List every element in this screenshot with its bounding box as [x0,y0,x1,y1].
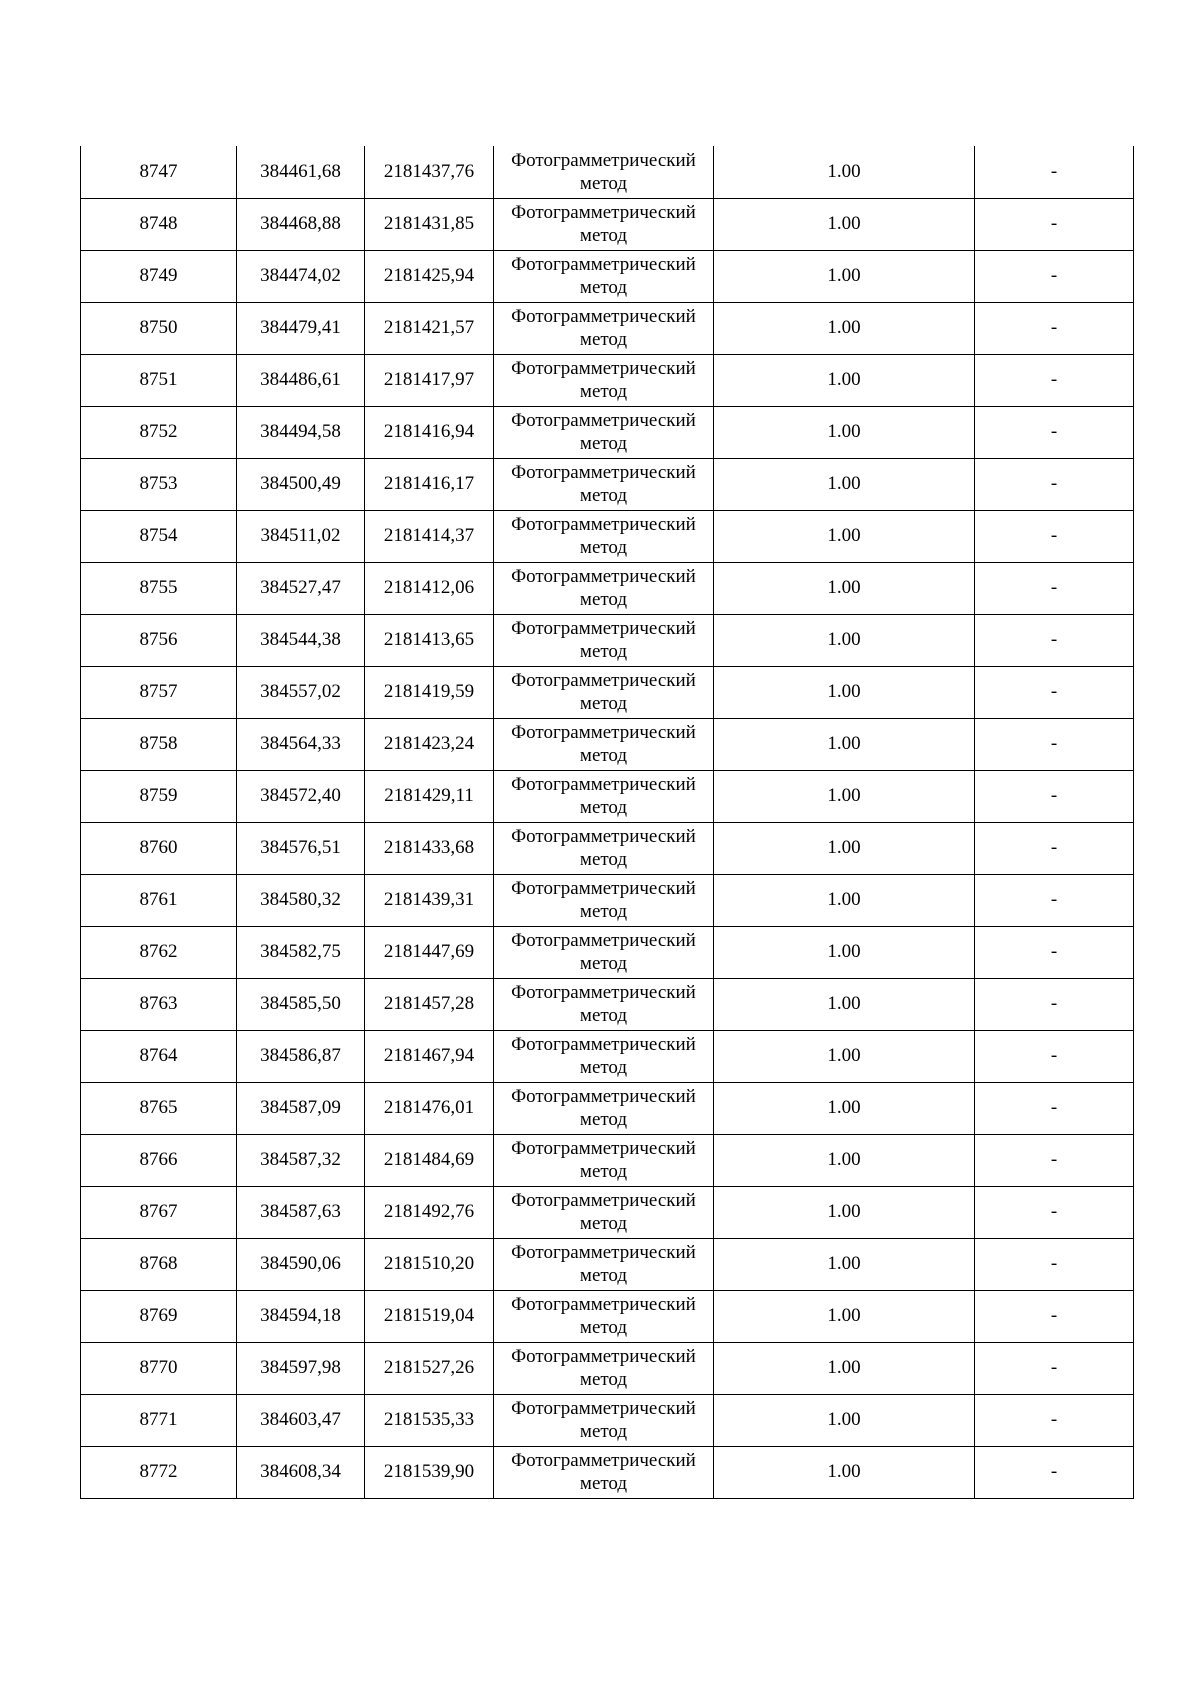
note-cell: - [975,406,1134,458]
method-line-2: метод [579,485,628,506]
point-number-cell: 8770 [81,1342,237,1394]
y-coordinate-cell: 2181467,94 [365,1030,494,1082]
x-coordinate-cell: 384486,61 [237,354,365,406]
method-cell [494,1238,714,1290]
table-row [81,1186,1134,1238]
x-coordinate-cell: 384572,40 [237,770,365,822]
table-row [81,198,1134,250]
method-line-1: Фотограмметрический [511,1138,696,1159]
method-line-1: Фотограмметрический [511,1242,696,1263]
note-cell: - [975,1030,1134,1082]
method-cell [494,1030,714,1082]
method-line-1: Фотограмметрический [511,514,696,535]
method-cell [494,718,714,770]
accuracy-cell: 1.00 [714,822,975,874]
method-line-1: Фотограмметрический [511,618,696,639]
y-coordinate-cell: 2181431,85 [365,198,494,250]
method-cell [494,406,714,458]
method-line-1: Фотограмметрический [511,722,696,743]
note-cell: - [975,1134,1134,1186]
y-coordinate-cell: 2181527,26 [365,1342,494,1394]
point-number-cell: 8765 [81,1082,237,1134]
note-cell: - [975,666,1134,718]
note-cell: - [975,978,1134,1030]
method-cell [494,770,714,822]
x-coordinate-cell: 384557,02 [237,666,365,718]
point-number-cell: 8768 [81,1238,237,1290]
point-number-cell: 8757 [81,666,237,718]
note-cell: - [975,458,1134,510]
x-coordinate-cell: 384479,41 [237,302,365,354]
y-coordinate-cell: 2181412,06 [365,562,494,614]
y-coordinate-cell: 2181417,97 [365,354,494,406]
y-coordinate-cell: 2181413,65 [365,614,494,666]
method-line-2: метод [579,381,628,402]
y-coordinate-cell: 2181425,94 [365,250,494,302]
y-coordinate-cell: 2181416,17 [365,458,494,510]
y-coordinate-cell: 2181484,69 [365,1134,494,1186]
method-line-1: Фотограмметрический [511,1190,696,1211]
method-cell [494,926,714,978]
accuracy-cell: 1.00 [714,1134,975,1186]
table-row [81,458,1134,510]
note-cell: - [975,1186,1134,1238]
method-line-2: метод [579,1317,628,1338]
method-line-2: метод [579,225,628,246]
point-number-cell: 8760 [81,822,237,874]
note-cell: - [975,822,1134,874]
table-row [81,146,1134,198]
note-cell: - [975,354,1134,406]
point-number-cell: 8751 [81,354,237,406]
method-line-2: метод [579,1421,628,1442]
x-coordinate-cell: 384576,51 [237,822,365,874]
y-coordinate-cell: 2181476,01 [365,1082,494,1134]
x-coordinate-cell: 384580,32 [237,874,365,926]
method-cell [494,666,714,718]
y-coordinate-cell: 2181539,90 [365,1446,494,1498]
accuracy-cell: 1.00 [714,1446,975,1498]
accuracy-cell: 1.00 [714,1030,975,1082]
method-line-2: метод [579,797,628,818]
method-line-2: метод [579,172,628,194]
method-line-1: Фотограмметрический [511,306,696,327]
table-row [81,770,1134,822]
point-number-cell: 8759 [81,770,237,822]
method-line-2: метод [579,1005,628,1026]
point-number-cell: 8769 [81,1290,237,1342]
x-coordinate-cell: 384500,49 [237,458,365,510]
accuracy-cell: 1.00 [714,718,975,770]
accuracy-cell: 1.00 [714,250,975,302]
method-line-2: метод [579,849,628,870]
y-coordinate-cell: 2181419,59 [365,666,494,718]
method-line-2: метод [579,693,628,714]
method-line-1: Фотограмметрический [511,1398,696,1419]
x-coordinate-cell: 384587,32 [237,1134,365,1186]
x-coordinate-cell: 384597,98 [237,1342,365,1394]
y-coordinate-cell: 2181492,76 [365,1186,494,1238]
method-line-1: Фотограмметрический [511,774,696,795]
method-cell [494,1446,714,1498]
table-row [81,354,1134,406]
point-number-cell: 8763 [81,978,237,1030]
note-cell: - [975,1238,1134,1290]
table-row [81,406,1134,458]
accuracy-cell: 1.00 [714,302,975,354]
x-coordinate-cell: 384468,88 [237,198,365,250]
method-line-2: метод [579,1265,628,1286]
note-cell: - [975,302,1134,354]
point-number-cell: 8771 [81,1394,237,1446]
x-coordinate-cell: 384603,47 [237,1394,365,1446]
method-cell [494,1082,714,1134]
method-line-2: метод [579,745,628,766]
method-line-1: Фотограмметрический [511,410,696,431]
method-cell [494,978,714,1030]
point-number-cell: 8762 [81,926,237,978]
method-cell [494,562,714,614]
table-row [81,1134,1134,1186]
point-number-cell: 8754 [81,510,237,562]
point-number-cell: 8766 [81,1134,237,1186]
accuracy-cell: 1.00 [714,978,975,1030]
method-line-1: Фотограмметрический [511,1086,696,1107]
x-coordinate-cell: 384511,02 [237,510,365,562]
x-coordinate-cell: 384585,50 [237,978,365,1030]
accuracy-cell: 1.00 [714,406,975,458]
accuracy-cell: 1.00 [714,614,975,666]
method-line-2: метод [579,1161,628,1182]
method-line-2: метод [579,1369,628,1390]
x-coordinate-cell: 384582,75 [237,926,365,978]
point-number-cell: 8761 [81,874,237,926]
y-coordinate-cell: 2181519,04 [365,1290,494,1342]
method-line-2: метод [579,433,628,454]
table-row [81,978,1134,1030]
note-cell: - [975,250,1134,302]
point-number-cell: 8752 [81,406,237,458]
note-cell: - [975,718,1134,770]
point-number-cell: 8749 [81,250,237,302]
y-coordinate-cell: 2181433,68 [365,822,494,874]
accuracy-cell: 1.00 [714,1082,975,1134]
x-coordinate-cell: 384586,87 [237,1030,365,1082]
accuracy-cell: 1.00 [714,1186,975,1238]
method-line-1: Фотограмметрический [511,930,696,951]
method-line-1: Фотограмметрический [511,566,696,587]
accuracy-cell: 1.00 [714,146,975,198]
x-coordinate-cell: 384564,33 [237,718,365,770]
table-row [81,510,1134,562]
note-cell: - [975,770,1134,822]
method-line-2: метод [579,1473,628,1494]
x-coordinate-cell: 384474,02 [237,250,365,302]
table-row [81,1238,1134,1290]
table-row [81,1082,1134,1134]
coordinates-table-body [81,146,1134,1498]
y-coordinate-cell: 2181437,76 [365,146,494,198]
y-coordinate-cell: 2181414,37 [365,510,494,562]
y-coordinate-cell: 2181457,28 [365,978,494,1030]
note-cell: - [975,1342,1134,1394]
x-coordinate-cell: 384587,63 [237,1186,365,1238]
note-cell: - [975,1082,1134,1134]
table-row [81,302,1134,354]
table-row [81,822,1134,874]
accuracy-cell: 1.00 [714,770,975,822]
x-coordinate-cell: 384494,58 [237,406,365,458]
method-cell [494,1186,714,1238]
method-line-2: метод [579,277,628,298]
y-coordinate-cell: 2181416,94 [365,406,494,458]
accuracy-cell: 1.00 [714,458,975,510]
point-number-cell: 8753 [81,458,237,510]
method-line-1: Фотограмметрический [511,878,696,899]
accuracy-cell: 1.00 [714,198,975,250]
table-row [81,1290,1134,1342]
table-row [81,926,1134,978]
accuracy-cell: 1.00 [714,510,975,562]
x-coordinate-cell: 384587,09 [237,1082,365,1134]
y-coordinate-cell: 2181439,31 [365,874,494,926]
accuracy-cell: 1.00 [714,666,975,718]
accuracy-cell: 1.00 [714,926,975,978]
point-number-cell: 8747 [81,146,237,198]
point-number-cell: 8748 [81,198,237,250]
method-line-2: метод [579,1213,628,1234]
x-coordinate-cell: 384608,34 [237,1446,365,1498]
accuracy-cell: 1.00 [714,562,975,614]
method-line-2: метод [579,901,628,922]
x-coordinate-cell: 384590,06 [237,1238,365,1290]
note-cell: - [975,1394,1134,1446]
method-cell [494,198,714,250]
method-line-1: Фотограмметрический [511,358,696,379]
accuracy-cell: 1.00 [714,1342,975,1394]
method-line-1: Фотограмметрический [511,149,696,171]
method-cell [494,1342,714,1394]
note-cell: - [975,874,1134,926]
point-number-cell: 8756 [81,614,237,666]
table-row [81,1394,1134,1446]
method-cell [494,250,714,302]
method-cell [494,874,714,926]
x-coordinate-cell: 384594,18 [237,1290,365,1342]
method-line-1: Фотограмметрический [511,254,696,275]
point-number-cell: 8758 [81,718,237,770]
note-cell: - [975,614,1134,666]
method-line-1: Фотограмметрический [511,1034,696,1055]
method-cell [494,510,714,562]
method-line-2: метод [579,329,628,350]
method-cell [494,1394,714,1446]
method-cell [494,458,714,510]
method-cell [494,354,714,406]
method-line-1: Фотограмметрический [511,1450,696,1471]
method-line-1: Фотограмметрический [511,670,696,691]
table-row [81,562,1134,614]
method-line-1: Фотограмметрический [511,982,696,1003]
point-number-cell: 8772 [81,1446,237,1498]
table-row [81,718,1134,770]
method-cell [494,614,714,666]
method-cell [494,302,714,354]
table-row [81,666,1134,718]
note-cell: - [975,562,1134,614]
y-coordinate-cell: 2181429,11 [365,770,494,822]
method-cell [494,146,714,198]
coordinates-table [80,146,1134,1499]
accuracy-cell: 1.00 [714,1394,975,1446]
x-coordinate-cell: 384527,47 [237,562,365,614]
method-cell [494,1290,714,1342]
accuracy-cell: 1.00 [714,354,975,406]
method-cell [494,822,714,874]
point-number-cell: 8755 [81,562,237,614]
method-line-1: Фотограмметрический [511,826,696,847]
method-line-2: метод [579,589,628,610]
table-row [81,874,1134,926]
method-line-1: Фотограмметрический [511,1294,696,1315]
table-row [81,1446,1134,1498]
note-cell: - [975,1446,1134,1498]
table-row [81,1342,1134,1394]
table-row [81,250,1134,302]
method-line-1: Фотограмметрический [511,202,696,223]
y-coordinate-cell: 2181510,20 [365,1238,494,1290]
accuracy-cell: 1.00 [714,874,975,926]
y-coordinate-cell: 2181421,57 [365,302,494,354]
table-row [81,1030,1134,1082]
point-number-cell: 8764 [81,1030,237,1082]
note-cell: - [975,198,1134,250]
y-coordinate-cell: 2181447,69 [365,926,494,978]
table-row [81,614,1134,666]
method-line-2: метод [579,1057,628,1078]
y-coordinate-cell: 2181535,33 [365,1394,494,1446]
method-line-2: метод [579,953,628,974]
method-line-1: Фотограмметрический [511,1346,696,1367]
note-cell: - [975,510,1134,562]
point-number-cell: 8767 [81,1186,237,1238]
method-line-1: Фотограмметрический [511,462,696,483]
note-cell: - [975,1290,1134,1342]
y-coordinate-cell: 2181423,24 [365,718,494,770]
accuracy-cell: 1.00 [714,1238,975,1290]
method-line-2: метод [579,537,628,558]
x-coordinate-cell: 384544,38 [237,614,365,666]
x-coordinate-cell: 384461,68 [237,146,365,198]
accuracy-cell: 1.00 [714,1290,975,1342]
note-cell: - [975,926,1134,978]
method-cell [494,1134,714,1186]
method-line-2: метод [579,1109,628,1130]
method-line-2: метод [579,641,628,662]
point-number-cell: 8750 [81,302,237,354]
note-cell: - [975,146,1134,198]
